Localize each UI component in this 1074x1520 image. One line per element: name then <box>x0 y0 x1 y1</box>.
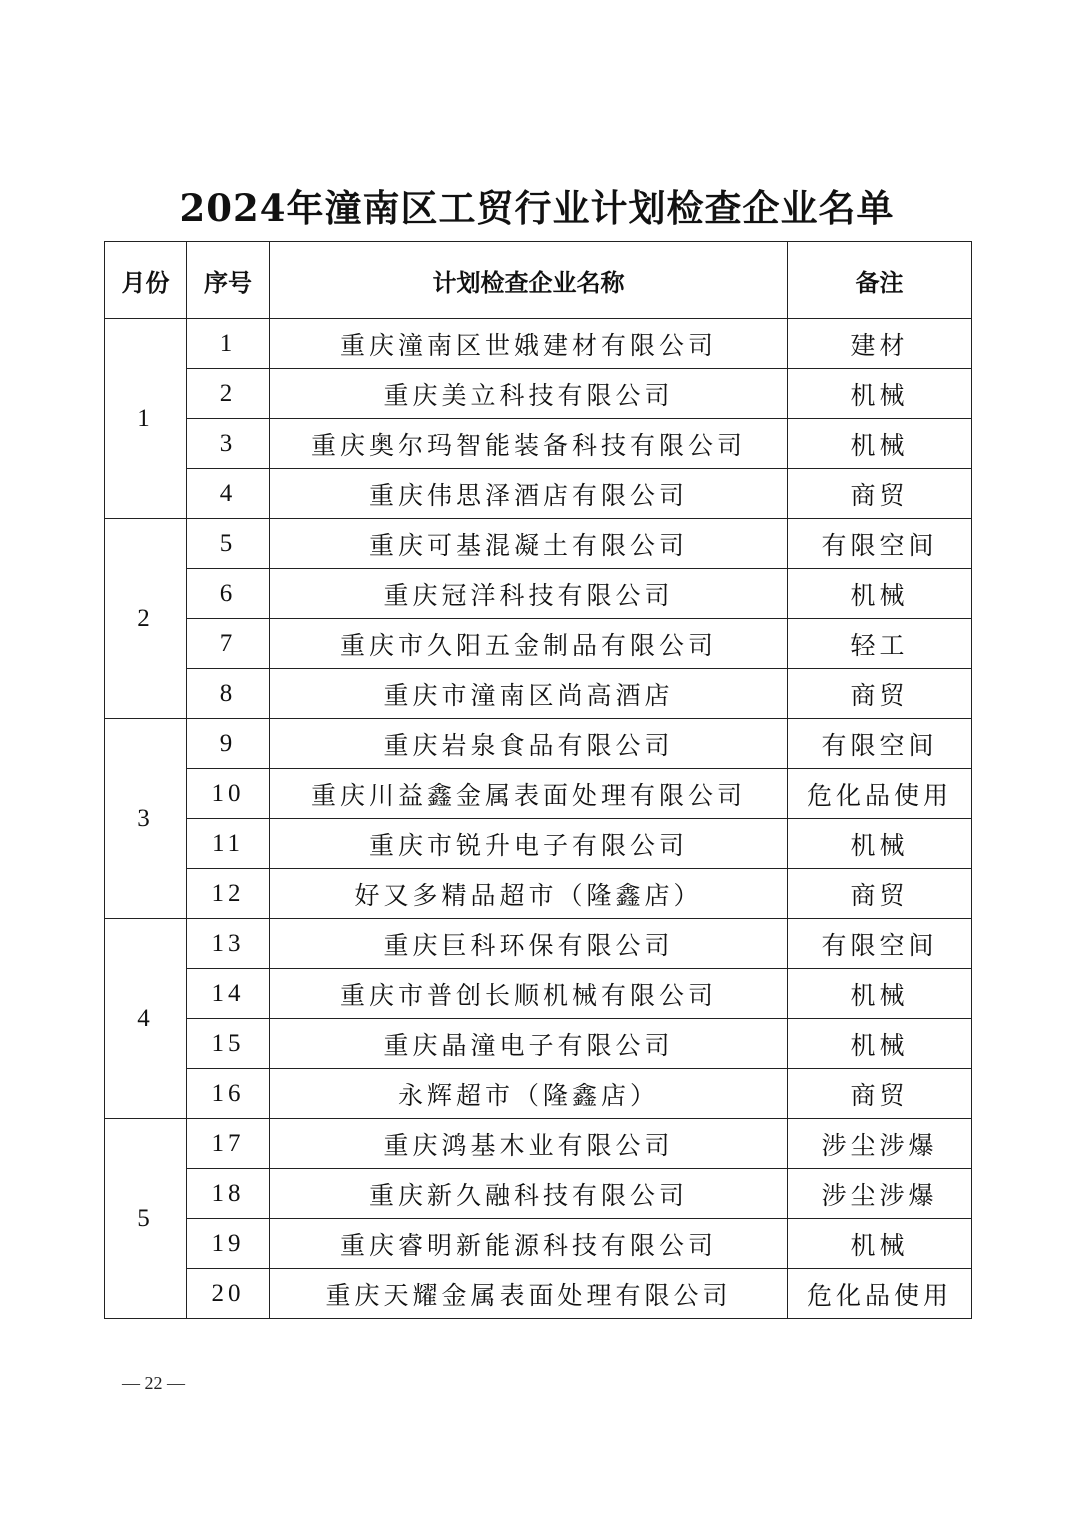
table-row <box>105 969 972 1019</box>
table-row <box>105 519 972 569</box>
seq-cell: 16 <box>187 1069 270 1119</box>
seq-cell: 8 <box>187 669 270 719</box>
note-cell: 涉尘涉爆 <box>788 1169 972 1219</box>
header-month: 月份 <box>105 242 187 319</box>
seq-cell: 7 <box>187 619 270 669</box>
table-row <box>105 1269 972 1319</box>
note-cell: 机械 <box>788 1219 972 1269</box>
note-cell: 有限空间 <box>788 719 972 769</box>
header-company-name: 计划检查企业名称 <box>270 242 788 319</box>
month-cell: 2 <box>105 519 187 719</box>
document-title: 2024年潼南区工贸行业计划检查企业名单 <box>179 186 895 230</box>
company-name-cell: 重庆睿明新能源科技有限公司 <box>270 1219 788 1269</box>
table-row <box>105 1219 972 1269</box>
note-cell: 机械 <box>788 419 972 469</box>
company-name-cell: 重庆川益鑫金属表面处理有限公司 <box>270 769 788 819</box>
note-cell: 机械 <box>788 369 972 419</box>
table-row <box>105 619 972 669</box>
company-name-cell: 重庆岩泉食品有限公司 <box>270 719 788 769</box>
note-cell: 涉尘涉爆 <box>788 1119 972 1169</box>
table-row <box>105 669 972 719</box>
company-name-cell: 重庆奥尔玛智能装备科技有限公司 <box>270 419 788 469</box>
table-row <box>105 1069 972 1119</box>
seq-cell: 17 <box>187 1119 270 1169</box>
seq-cell: 20 <box>187 1269 270 1319</box>
table-row <box>105 819 972 869</box>
note-cell: 建材 <box>788 319 972 369</box>
company-name-cell: 重庆市久阳五金制品有限公司 <box>270 619 788 669</box>
note-cell: 机械 <box>788 819 972 869</box>
table-row <box>105 1019 972 1069</box>
month-cell: 1 <box>105 319 187 519</box>
note-cell: 机械 <box>788 1019 972 1069</box>
seq-cell: 5 <box>187 519 270 569</box>
company-name-cell: 重庆美立科技有限公司 <box>270 369 788 419</box>
note-cell: 商贸 <box>788 669 972 719</box>
note-cell: 危化品使用 <box>788 1269 972 1319</box>
seq-cell: 6 <box>187 569 270 619</box>
company-name-cell: 重庆市锐升电子有限公司 <box>270 819 788 869</box>
table-row <box>105 369 972 419</box>
table-row <box>105 869 972 919</box>
table-row <box>105 469 972 519</box>
table-row <box>105 719 972 769</box>
table-row <box>105 1169 972 1219</box>
month-cell: 5 <box>105 1119 187 1319</box>
note-cell: 商贸 <box>788 1069 972 1119</box>
note-cell: 商贸 <box>788 869 972 919</box>
company-name-cell: 重庆天耀金属表面处理有限公司 <box>270 1269 788 1319</box>
company-name-cell: 重庆新久融科技有限公司 <box>270 1169 788 1219</box>
table-row <box>105 769 972 819</box>
seq-cell: 13 <box>187 919 270 969</box>
seq-cell: 14 <box>187 969 270 1019</box>
company-name-cell: 重庆鸿基木业有限公司 <box>270 1119 788 1169</box>
inspection-table <box>104 241 972 1319</box>
table-row <box>105 1119 972 1169</box>
note-cell: 商贸 <box>788 469 972 519</box>
header-seq: 序号 <box>187 242 270 319</box>
seq-cell: 10 <box>187 769 270 819</box>
table-header-row <box>105 242 972 319</box>
company-name-cell: 重庆巨科环保有限公司 <box>270 919 788 969</box>
note-cell: 机械 <box>788 569 972 619</box>
note-cell: 机械 <box>788 969 972 1019</box>
table-row <box>105 569 972 619</box>
seq-cell: 12 <box>187 869 270 919</box>
table-row <box>105 419 972 469</box>
company-name-cell: 好又多精品超市（隆鑫店） <box>270 869 788 919</box>
seq-cell: 2 <box>187 369 270 419</box>
company-name-cell: 重庆伟思泽酒店有限公司 <box>270 469 788 519</box>
company-name-cell: 永辉超市（隆鑫店） <box>270 1069 788 1119</box>
seq-cell: 9 <box>187 719 270 769</box>
company-name-cell: 重庆可基混凝土有限公司 <box>270 519 788 569</box>
seq-cell: 11 <box>187 819 270 869</box>
company-name-cell: 重庆市潼南区尚高酒店 <box>270 669 788 719</box>
table-row <box>105 919 972 969</box>
seq-cell: 1 <box>187 319 270 369</box>
month-cell: 3 <box>105 719 187 919</box>
seq-cell: 18 <box>187 1169 270 1219</box>
note-cell: 有限空间 <box>788 919 972 969</box>
seq-cell: 4 <box>187 469 270 519</box>
month-cell: 4 <box>105 919 187 1119</box>
company-name-cell: 重庆市普创长顺机械有限公司 <box>270 969 788 1019</box>
seq-cell: 19 <box>187 1219 270 1269</box>
seq-cell: 3 <box>187 419 270 469</box>
note-cell: 危化品使用 <box>788 769 972 819</box>
table-row <box>105 319 972 369</box>
page-number: — 22 — <box>122 1373 185 1393</box>
company-name-cell: 重庆晶潼电子有限公司 <box>270 1019 788 1069</box>
seq-cell: 15 <box>187 1019 270 1069</box>
note-cell: 有限空间 <box>788 519 972 569</box>
header-note: 备注 <box>788 242 972 319</box>
company-name-cell: 重庆潼南区世娥建材有限公司 <box>270 319 788 369</box>
company-name-cell: 重庆冠洋科技有限公司 <box>270 569 788 619</box>
note-cell: 轻工 <box>788 619 972 669</box>
